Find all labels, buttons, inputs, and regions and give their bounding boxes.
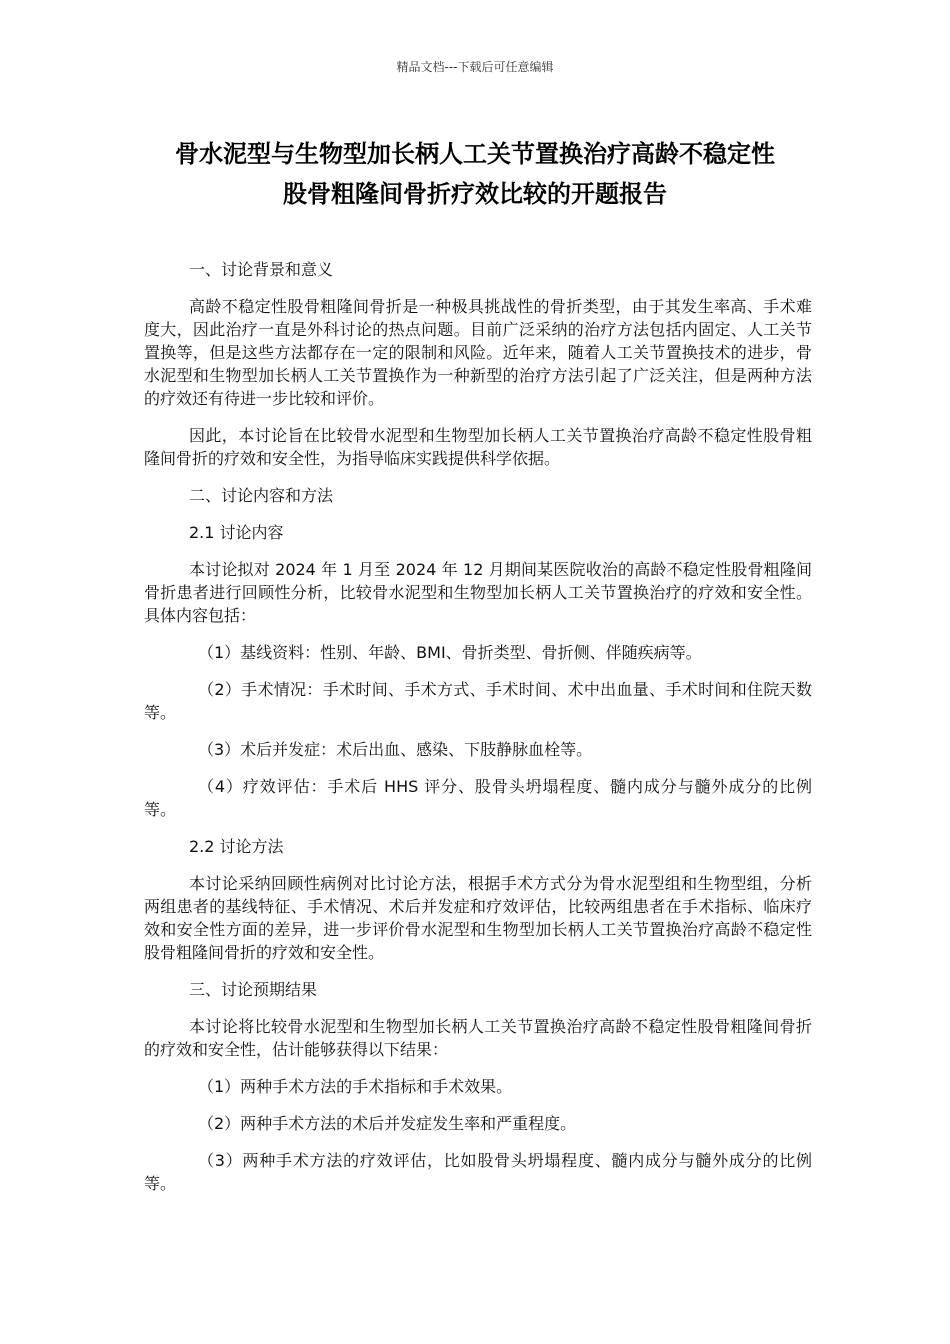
section-3-paragraph: 本讨论将比较骨水泥型和生物型加长柄人工关节置换治疗高龄不稳定性股骨粗隆间骨折的疗效和安全性，估计能够获得以下结果：	[144, 1017, 812, 1059]
section-1-paragraph-2: 因此，本讨论旨在比较骨水泥型和生物型加长柄人工关节置换治疗高龄不稳定性股骨粗隆间骨折的疗效和安全性，为指导临床实践提供科学依据。	[144, 426, 812, 468]
section-3-heading: 三、讨论预期结果	[189, 980, 318, 999]
section-2-1-heading: 2.1 讨论内容	[189, 523, 284, 542]
list-item: （2）两种手术方法的术后并发症发生率和严重程度。	[198, 1114, 577, 1133]
list-item: （4）疗效评估：手术后 HHS 评分、股骨头坍塌程度、髓内成分与髓外成分的比例等。	[144, 777, 812, 819]
section-2-2-heading: 2.2 讨论方法	[189, 837, 284, 856]
title-line-2: 股骨粗隆间骨折疗效比较的开题报告	[283, 180, 667, 208]
list-item: （1）两种手术方法的手术指标和手术效果。	[198, 1077, 513, 1096]
document-title	[100, 134, 850, 214]
section-2-1-paragraph: 本讨论拟对 2024 年 1 月至 2024 年 12 月期间某医院收治的高龄不稳定性股骨粗隆间骨折患者进行回顾性分析，比较骨水泥型和生物型加长柄人工关节置换治疗的疗效和安全性。具体内容包括：	[144, 560, 812, 625]
title-line-1: 骨水泥型与生物型加长柄人工关节置换治疗高龄不稳定性	[175, 140, 775, 168]
page-header: 精品文档---下载后可任意编辑	[396, 60, 554, 74]
section-2-heading: 二、讨论内容和方法	[189, 486, 334, 505]
list-item: （1）基线资料：性别、年龄、BMI、骨折类型、骨折侧、伴随疾病等。	[198, 643, 702, 662]
list-item: （2）手术情况：手术时间、手术方式、手术时间、术中出血量、手术时间和住院天数等。	[144, 680, 812, 722]
list-item: （3）术后并发症：术后出血、感染、下肢静脉血栓等。	[198, 740, 593, 759]
document-body	[144, 258, 812, 1209]
section-2-2-paragraph: 本讨论采纳回顾性病例对比讨论方法，根据手术方式分为骨水泥型组和生物型组，分析两组患者的基线特征、手术情况、术后并发症和疗效评估，比较两组患者在手术指标、临床疗效和安全性方面的差异，进一步评价骨水泥型和生物型加长柄人工关节置换治疗高龄不稳定性股骨粗隆间骨折的疗效和安全性。	[144, 874, 812, 962]
section-1-heading: 一、讨论背景和意义	[189, 260, 334, 279]
section-1-paragraph-1: 高龄不稳定性股骨粗隆间骨折是一种极具挑战性的骨折类型，由于其发生率高、手术难度大，因此治疗一直是外科讨论的热点问题。目前广泛采纳的治疗方法包括内固定、人工关节置换等，但是这些方法都存在一定的限制和风险。近年来，随着人工关节置换技术的进步，骨水泥型和生物型加长柄人工关节置换作为一种新型的治疗方法引起了广泛关注，但是两种方法的疗效还有待进一步比较和评价。	[144, 297, 812, 408]
list-item: （3）两种手术方法的疗效评估，比如股骨头坍塌程度、髓内成分与髓外成分的比例等。	[144, 1151, 812, 1193]
